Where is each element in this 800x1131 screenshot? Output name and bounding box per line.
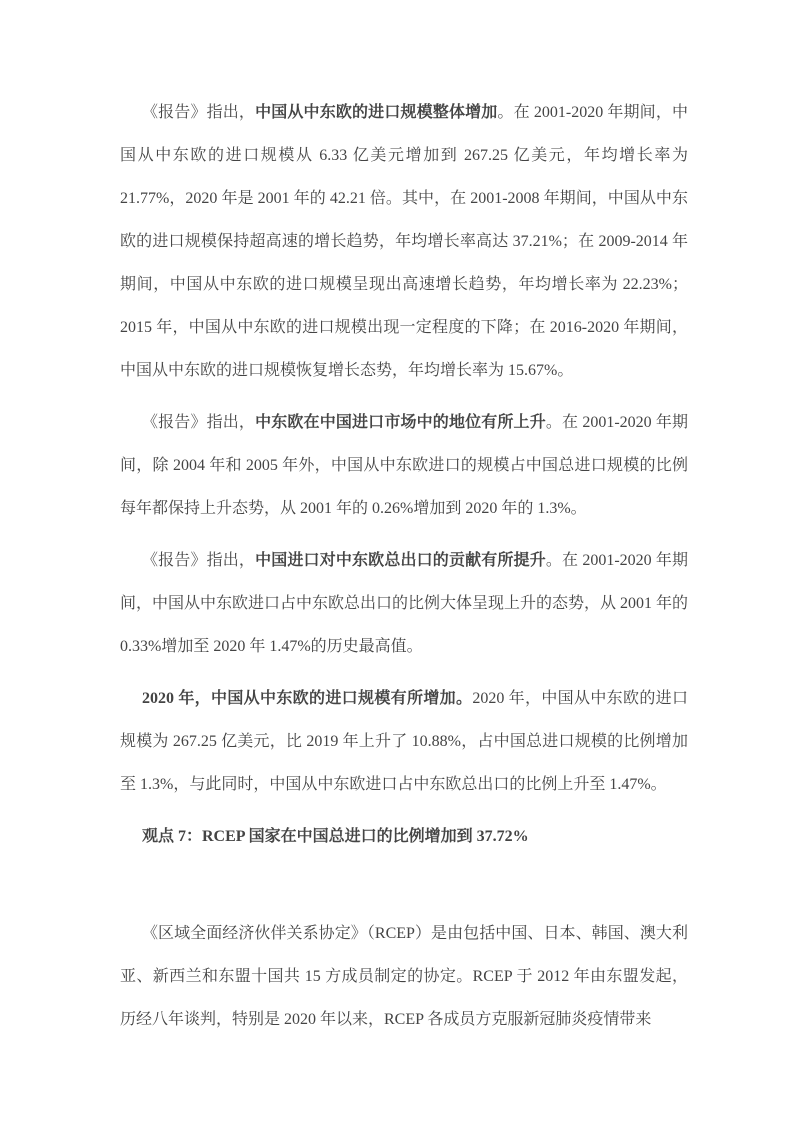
- text-run: 中国从中东欧的进口规模整体增加: [255, 104, 498, 121]
- paragraph: [120, 912, 688, 1041]
- paragraph: [120, 677, 688, 806]
- paragraph: [120, 539, 688, 668]
- paragraph: [120, 401, 688, 530]
- text-run: 中东欧在中国进口市场中的地位有所上升: [255, 414, 546, 431]
- section-heading: [120, 815, 688, 858]
- text-run: 中国进口对中东欧总出口的贡献有所提升: [255, 552, 546, 569]
- text-run: 。在 2001-2020 年期间，中国从中东欧的进口规模从 6.33 亿美元增加到 267.25 亿美元，年均增长率为 21.77%，2020 年是 2001 年的 42.21 倍。其中，在 2001-2008 年期间，中国从中东欧的进口规模保持超高速的增长趋势，年均增长率高达 37.21%；在 2009-2014 年期间，中国从中东欧的进口规模呈现出高速增长趋势，年均增长率为 22.23%；2015 年，中国从中东欧的进口规模出现一定程度的下降；在 2016-2020 年期间，中国从中东欧的进口规模恢复增长态势，年均增长率为 15.67%。: [120, 104, 688, 379]
- text-run: 《区域全面经济伙伴关系协定》（RCEP）是由包括中国、日本、韩国、澳大利亚、新西兰和东盟十国共 15 方成员制定的协定。RCEP 于 2012 年由东盟发起，历经八年谈判，特别是 2020 年以来，RCEP 各成员方克服新冠肺炎疫情带来: [120, 925, 688, 1028]
- text-run: 《报告》指出，: [142, 414, 256, 431]
- text-run: 2020 年，中国从中东欧的进口规模有所增加。: [142, 690, 473, 707]
- text-run: 观点 7：RCEP 国家在中国总进口的比例增加到 37.72%: [142, 828, 529, 845]
- paragraph: [120, 91, 688, 392]
- text-run: 2020 年，中国从中东欧的进口规模为 267.25 亿美元，比 2019 年上升了 10.88%，占中国总进口规模的比例增加至 1.3%，与此同时，中国从中东欧进口占中东欧总出口的比例上升至 1.47%。: [120, 690, 688, 793]
- text-run: 。在 2001-2020 年期间，中国从中东欧进口占中东欧总出口的比例大体呈现上升的态势，从 2001 年的 0.33%增加至 2020 年 1.47%的历史最高值。: [120, 552, 689, 655]
- text-run: 《报告》指出，: [142, 552, 256, 569]
- document-page: [120, 91, 688, 1050]
- text-run: 《报告》指出，: [142, 104, 256, 121]
- text-run: 。在 2001-2020 年期间，除 2004 年和 2005 年外，中国从中东欧进口的规模占中国总进口规模的比例每年都保持上升态势，从 2001 年的 0.26%增加到 2020 年的 1.3%。: [120, 414, 688, 517]
